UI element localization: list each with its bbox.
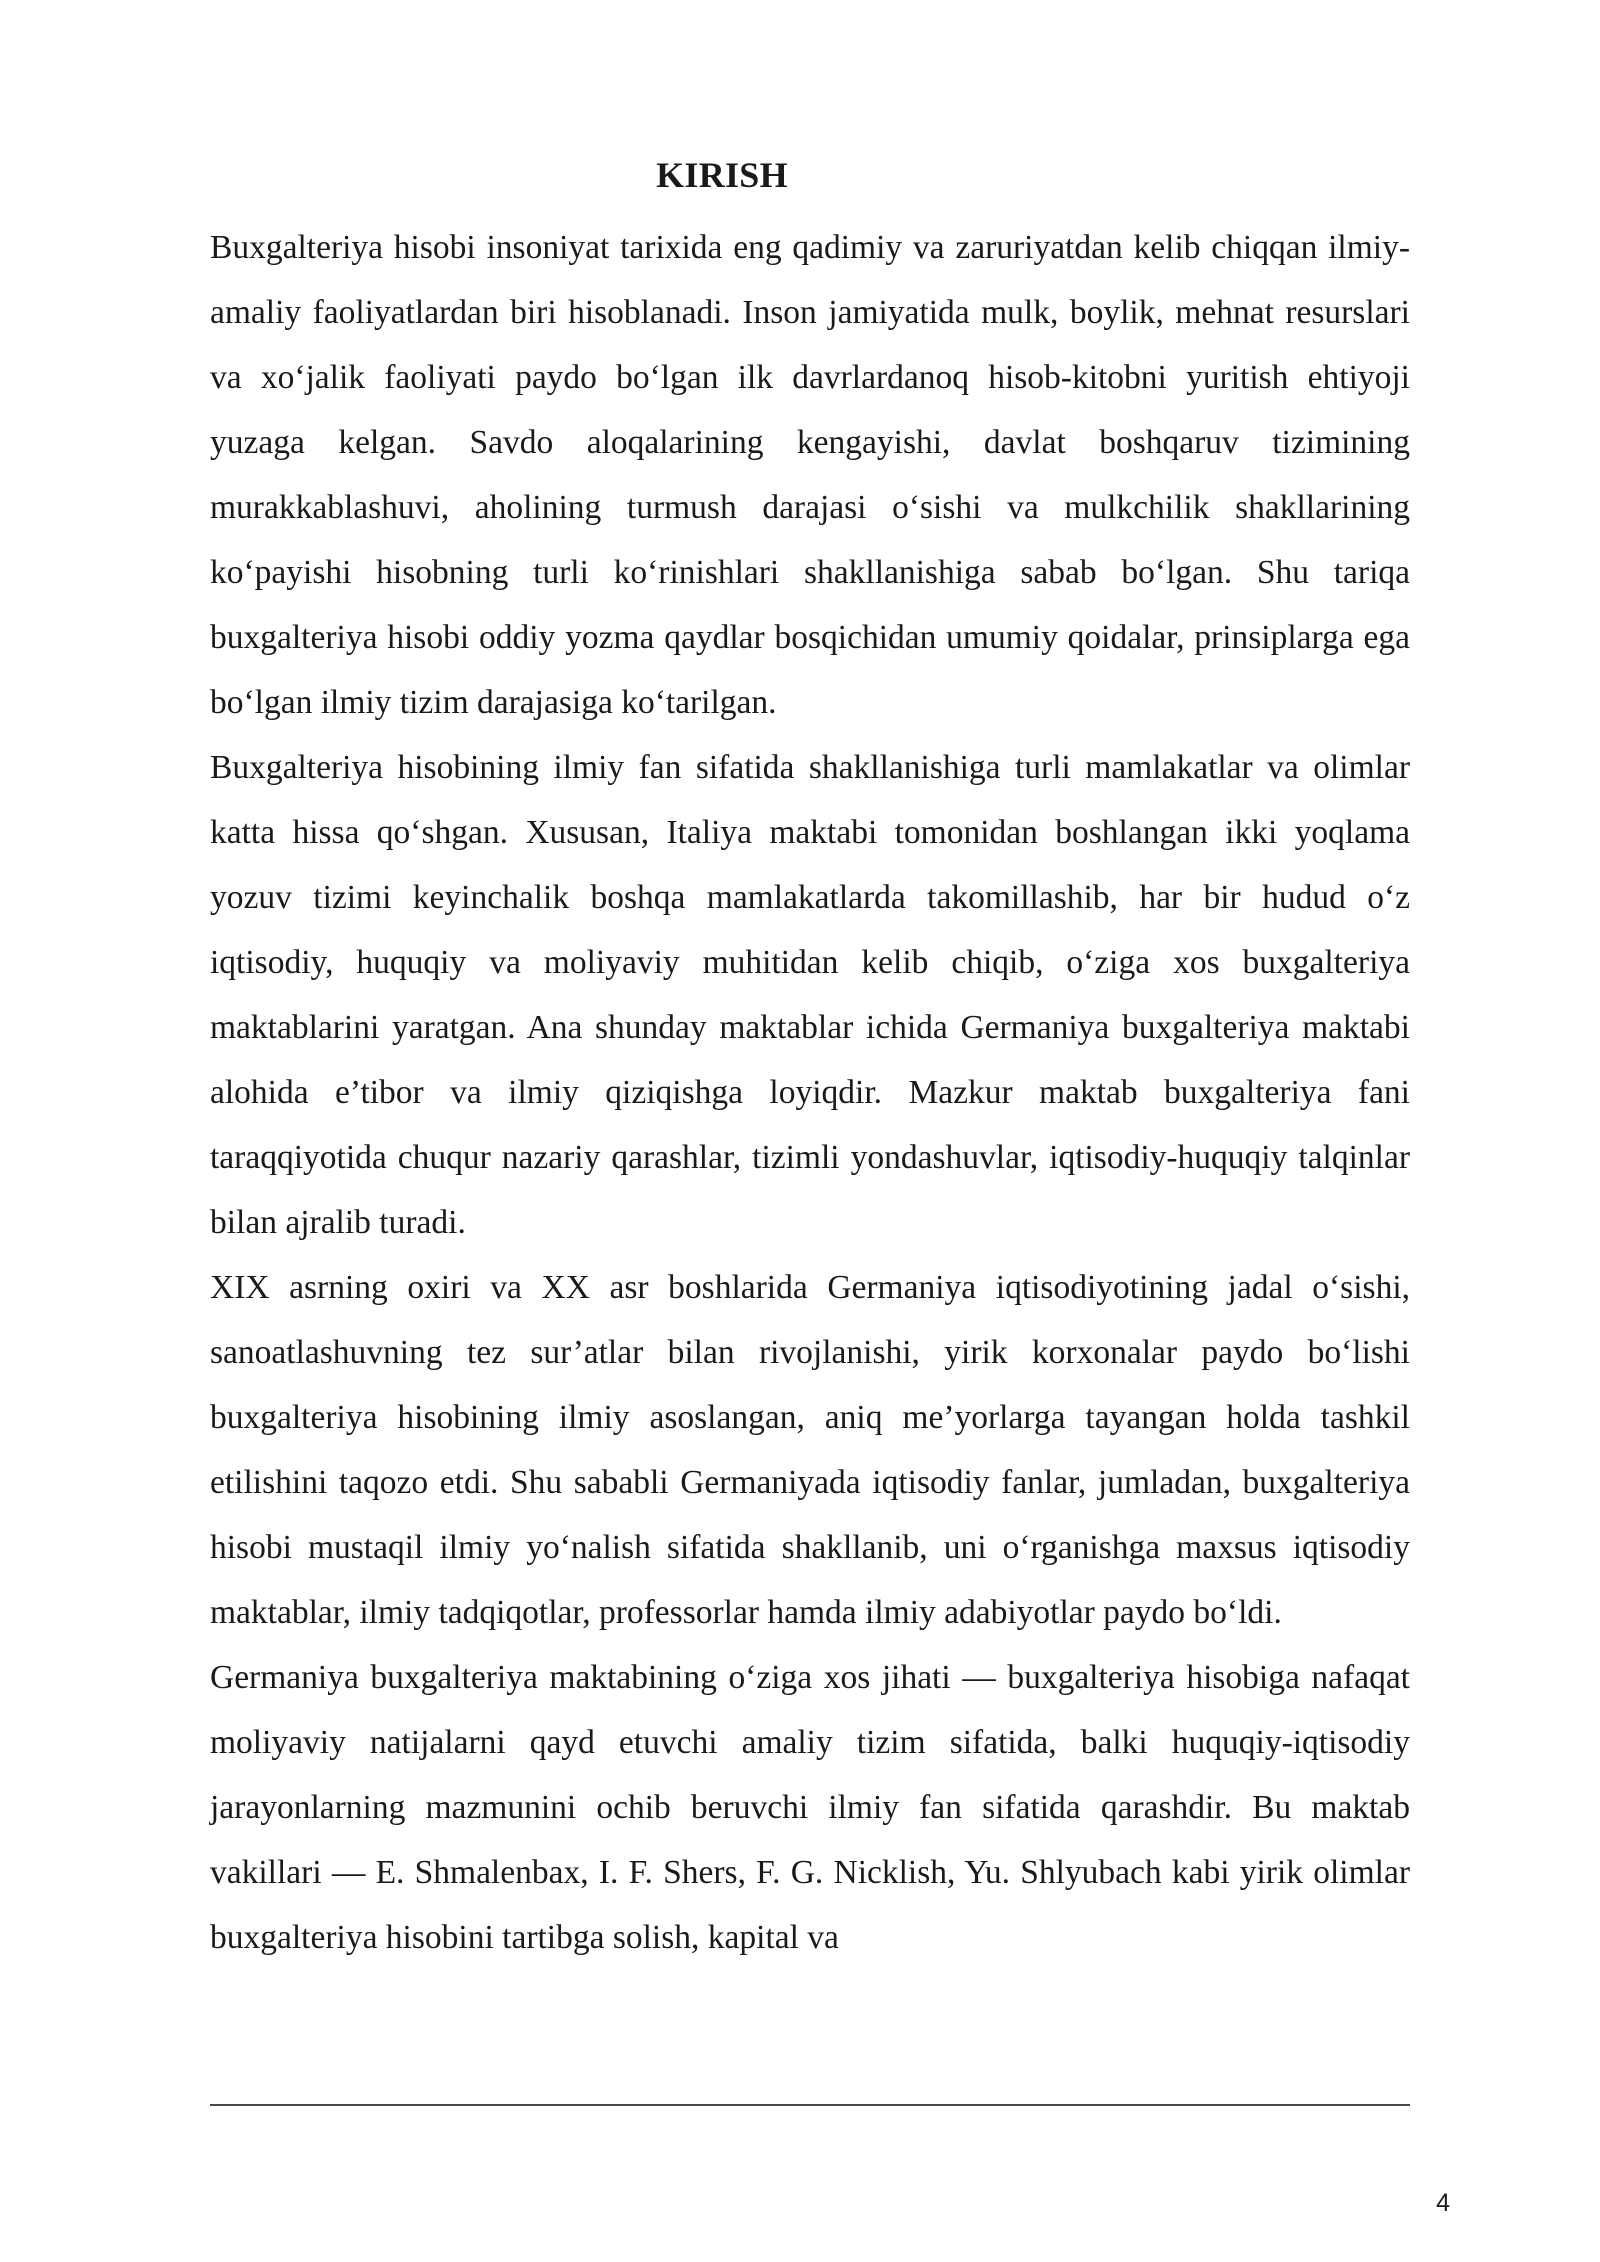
page-title: KIRISH (656, 155, 788, 195)
paragraph: Germaniya buxgalteriya maktabining o‘ziga xos jihati — buxgalteriya hisobiga nafaqat moliyaviy natijalarni qayd etuvchi amaliy tizim sifatida, balki huquqiy-iqtisodiy jarayonlarning mazmunini ochib beruvchi ilmiy fan sifatida qarashdir. Bu maktab vakillari — E. Shmalenbax, I. F. Shers, F. G. Nicklish, Yu. Shlyubach kabi yirik olimlar buxgalteriya hisobini tartibga solish, kapital va (210, 1659, 1410, 1956)
paragraph: Buxgalteriya hisobi insoniyat tarixida eng qadimiy va zaruriyatdan kelib chiqqan ilmiy-amaliy faoliyatlardan biri hisoblanadi. Inson jamiyatida mulk, boylik, mehnat resurslari va xo‘jalik faoliyati paydo bo‘lgan ilk davrlardanoq hisob-kitobni yuritish ehtiyoji yuzaga kelgan. Savdo aloqalarining kengayishi, davlat boshqaruv tizimining murakkablashuvi, aholining turmush darajasi o‘sishi va mulkchilik shakllarining ko‘payishi hisobning turli ko‘rinishlari shakllanishiga sabab bo‘lgan. Shu tariqa buxgalteriya hisobi oddiy yozma qaydlar bosqichidan umumiy qoidalar, prinsiplarga ega bo‘lgan ilmiy tizim darajasiga ko‘tarilgan. (210, 229, 1410, 721)
paragraph: XIX asrning oxiri va XX asr boshlarida Germaniya iqtisodiyotining jadal o‘sishi, sanoatlashuvning tez sur’atlar bilan rivojlanishi, yirik korxonalar paydo bo‘lishi buxgalteriya hisobining ilmiy asoslangan, aniq me’yorlarga tayangan holda tashkil etilishini taqozo etdi. Shu sababli Germaniyada iqtisodiy fanlar, jumladan, buxgalteriya hisobi mustaqil ilmiy yo‘nalish sifatida shakllanib, uni o‘rganishga maxsus iqtisodiy maktablar, ilmiy tadqiqotlar, professorlar hamda ilmiy adabiyotlar paydo bo‘ldi. (210, 1269, 1410, 1631)
page-number: 4 (1436, 2189, 1450, 2217)
paragraph: Buxgalteriya hisobining ilmiy fan sifatida shakllanishiga turli mamlakatlar va olimlar katta hissa qo‘shgan. Xususan, Italiya maktabi tomonidan boshlangan ikki yoqlama yozuv tizimi keyinchalik boshqa mamlakatlarda takomillashib, har bir hudud o‘z iqtisodiy, huquqiy va moliyaviy muhitidan kelib chiqib, o‘ziga xos buxgalteriya maktablarini yaratgan. Ana shunday maktablar ichida Germaniya buxgalteriya maktabi alohida e’tibor va ilmiy qiziqishga loyiqdir. Mazkur maktab buxgalteriya fani taraqqiyotida chuqur nazariy qarashlar, tizimli yondashuvlar, iqtisodiy-huquqiy talqinlar bilan ajralib turadi. (210, 749, 1410, 1241)
footer-divider (210, 2104, 1410, 2106)
body-text (210, 215, 1410, 1970)
